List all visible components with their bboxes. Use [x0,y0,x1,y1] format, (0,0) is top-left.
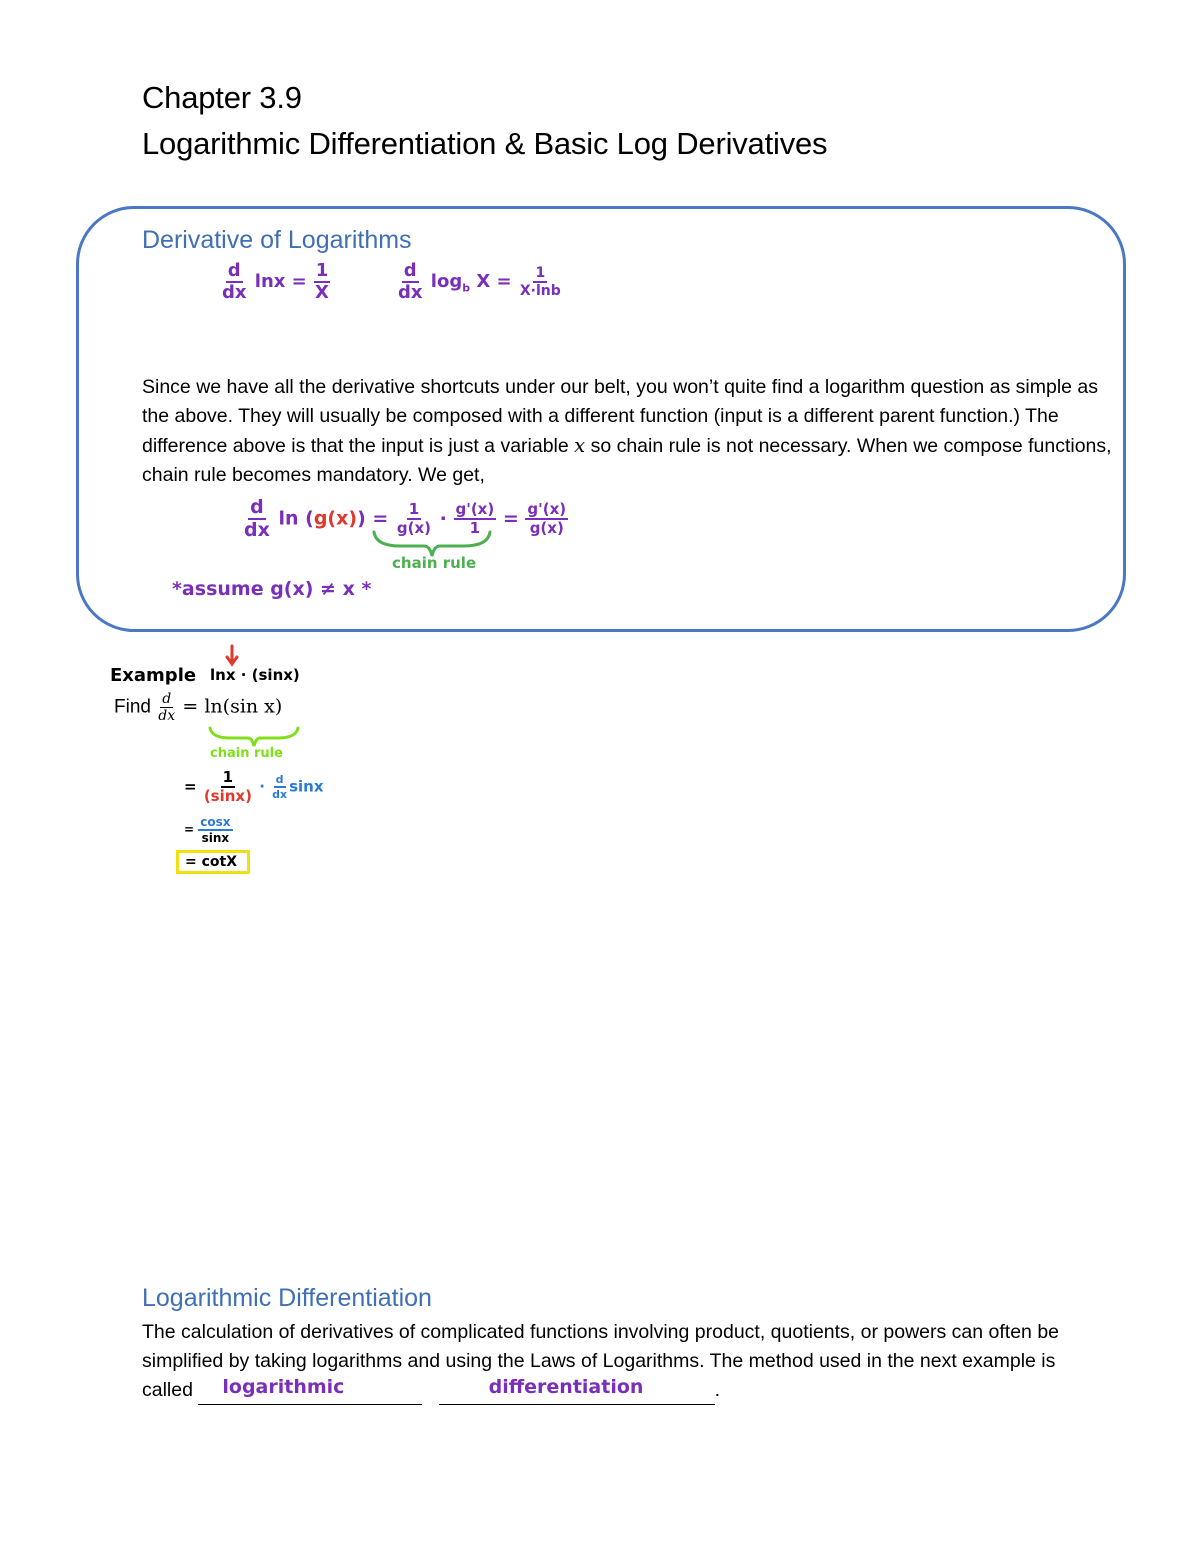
example-label: Example [110,665,197,686]
red-arrow-icon [224,644,240,668]
blank-2[interactable]: differentiation [439,1382,715,1405]
example-step-2: = $\frac{\cos x}{\sin x}$ [184,815,231,845]
page-title: Logarithmic Differentiation & Basic Log Derivatives [142,126,828,161]
example-answer[interactable]: = cotX [176,850,250,874]
example-chain-rule-label: chain rule [210,746,283,761]
derivative-heading: Derivative of Logarithms [142,226,412,254]
chapter-title: Chapter 3.9 [142,80,302,115]
log-diff-paragraph: The calculation of derivatives of complicated functions involving product, quotients, or powers can often be simplified by taking logarithms and using the Laws of Logarithms. The method used in the next example is called logarithmic differentiation . [142,1318,1072,1405]
hw-chain-rule-formula: $\frac{d}{dx}$ ln (g(x)) = $\frac{1}{g(x)}$ · $\frac{g'(x)}{1}$ = $\frac{g'(x)}{g(x)}$ [244,496,567,541]
chain-rule-label: chain rule [392,554,477,572]
hw-log-derivative: $\frac{d}{dx}$ $\log_b X$ = $\frac{1}{X\cdot\ln b}$ [398,260,561,303]
blank-1[interactable]: logarithmic [198,1382,422,1405]
example-find: Find $\frac{d}{dx}$ = ln(sin x) [114,691,283,724]
assume-note: *assume g(x) ≠ x * [172,578,372,600]
derivative-paragraph: Since we have all the derivative shortcuts under our belt, you won’t quite find a logarithm question as simple as the above. They will usually be composed with a different function (input is a different parent function.) The difference above is that the input is just a variable x so chain rule is not necessary. When we compose functions, chain rule becomes mandatory. We get, [142,376,1112,486]
example-annotation: lnx · (sinx) [210,666,300,684]
example-step-1: = $\frac{1}{(\sin x)}$ · $\frac{d}{dx}$ sinx [184,768,324,805]
chain-rule-brace-example [206,724,302,748]
log-diff-heading: Logarithmic Differentiation [142,1284,432,1312]
hw-ln-derivative: $\frac{d}{dx}$ lnx = $\frac{1}{X}$ [222,260,329,303]
